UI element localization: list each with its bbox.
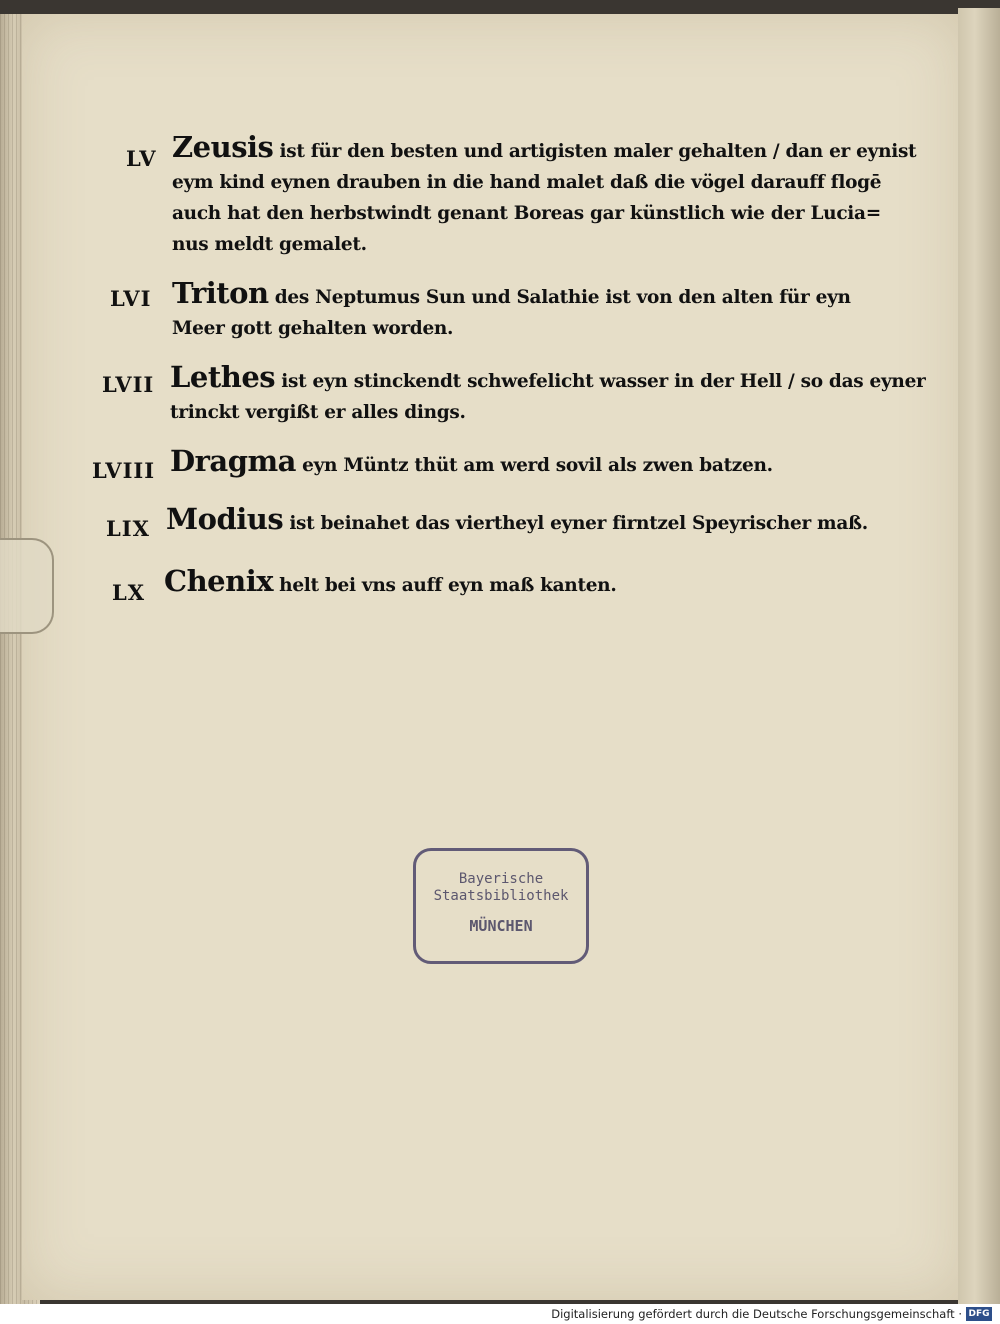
dfg-logo-icon: DFG (966, 1307, 992, 1321)
entry-headword: Chenix (164, 564, 274, 598)
entry-text (172, 278, 851, 344)
entry-text (170, 446, 773, 481)
entry-number: LV (126, 146, 157, 171)
entry-number: LVI (110, 286, 152, 311)
footer-bar (0, 1304, 1000, 1324)
entry-line: eym kind eynen drauben in die hand malet daß die vögel darauff flogē (172, 172, 882, 193)
entry-text (164, 566, 616, 601)
entry-line: ist für den besten und artigisten maler gehalten / dan er eynist (279, 141, 917, 162)
page-clip (0, 538, 54, 634)
stamp-line: Bayerische (458, 871, 544, 887)
entry-line: ist eyn stinckendt schwefelicht wasser in der Hell / so das eyner (281, 371, 926, 392)
entry-line: trinckt vergißt er alles dings. (170, 402, 466, 423)
page-edge-right (958, 8, 1000, 1304)
entry-number: LX (112, 580, 146, 605)
entry-line: auch hat den herbstwindt genant Boreas gar künstlich wie der Lucia= (172, 203, 881, 224)
entry-line: Meer gott gehalten worden. (172, 318, 454, 339)
entry-line: ist beinahet das viertheyl eyner firntzel Speyrischer maß. (289, 513, 868, 534)
entry-text (172, 132, 916, 260)
entry-headword: Zeusis (172, 130, 274, 164)
entry-headword: Modius (166, 502, 284, 536)
entry-number: LVIII (92, 458, 156, 483)
entry-headword: Triton (172, 276, 269, 310)
entry-number: LVII (102, 372, 155, 397)
entry-line: nus meldt gemalet. (172, 234, 367, 255)
stamp-city: MÜNCHEN (469, 917, 533, 935)
funding-credit: Digitalisierung gefördert durch die Deutsche Forschungsgemeinschaft · (551, 1307, 962, 1321)
entry-text (166, 504, 868, 539)
entry-line: eyn Müntz thüt am werd sovil als zwen batzen. (302, 455, 773, 476)
entry-headword: Lethes (170, 360, 276, 394)
library-stamp (413, 848, 589, 964)
entry-text (170, 362, 926, 428)
entry-line: des Neptumus Sun und Salathie ist von den alten für eyn (274, 287, 851, 308)
entry-number: LIX (106, 516, 150, 541)
entry-line: helt bei vns auff eyn maß kanten. (279, 575, 617, 596)
stamp-line: Staatsbibliothek (433, 888, 569, 904)
entry-headword: Dragma (170, 444, 296, 478)
book-page (22, 14, 962, 1300)
